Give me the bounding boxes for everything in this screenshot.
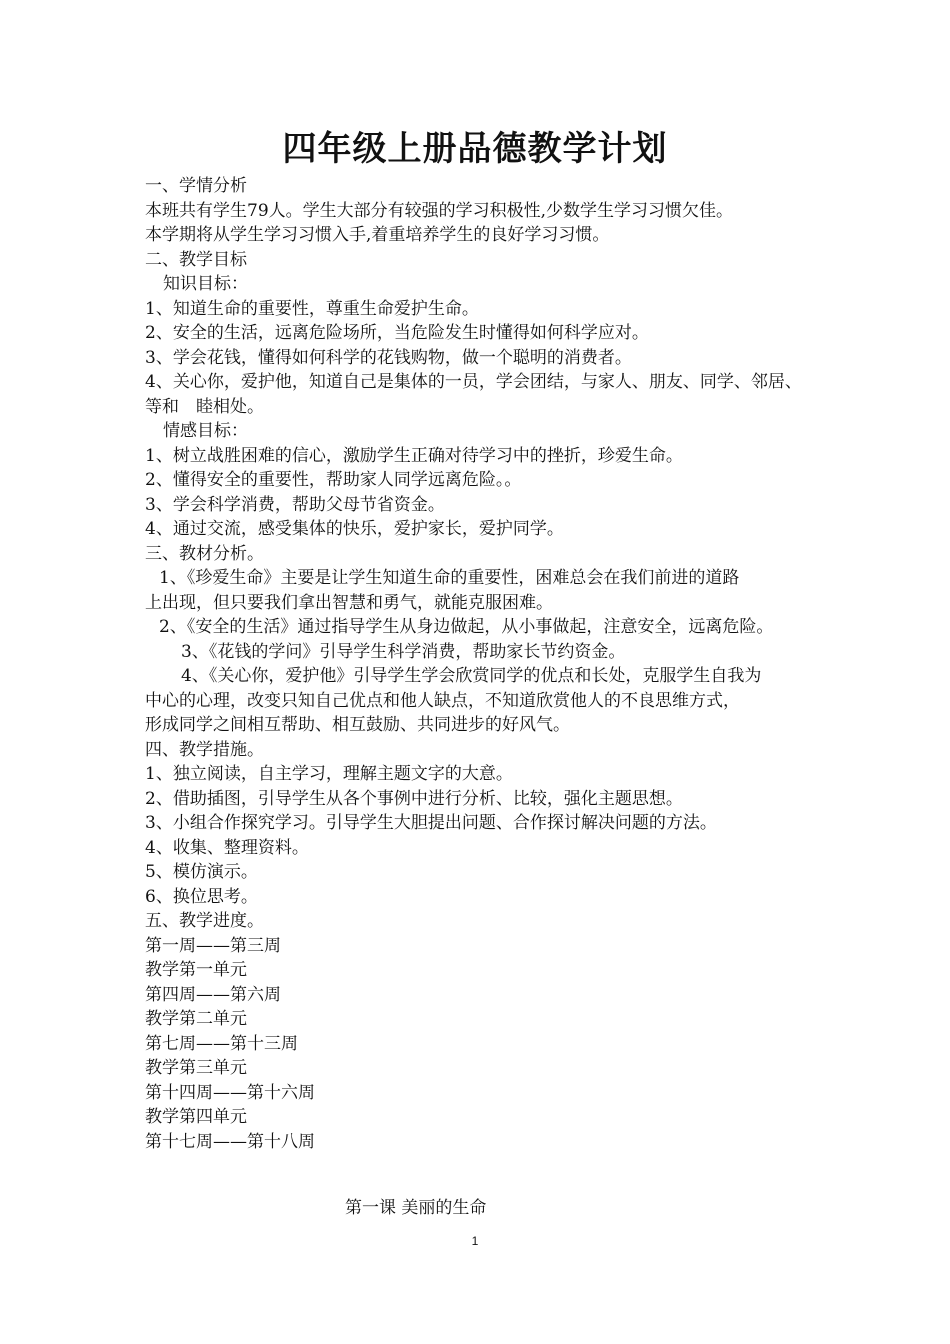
list-item: 2、借助插图，引导学生从各个事例中进行分析、比较，强化主题思想。 xyxy=(145,788,683,809)
section-heading: 四、教学措施。 xyxy=(145,739,264,760)
subsection-heading: 知识目标： xyxy=(163,274,248,294)
list-item: 4、关心你，爱护他，知道自己是集体的一员，学会团结，与家人、朋友、同学、邻居、 xyxy=(145,372,802,392)
list-item: 4、通过交流，感受集体的快乐，爱护家长，爱护同学。 xyxy=(145,519,564,539)
list-item: 5、模仿演示。 xyxy=(145,862,258,882)
list-item: 6、换位思考。 xyxy=(145,886,258,907)
list-item: 1、独立阅读，自主学习，理解主题文字的大意。 xyxy=(145,764,513,784)
schedule-line: 第十七周——第十八周 xyxy=(145,1131,315,1152)
schedule-line: 教学第四单元 xyxy=(145,1107,247,1127)
list-item: 2、《安全的生活》通过指导学生从身边做起，从小事做起，注意安全，远离危险。 xyxy=(159,617,774,637)
list-item-continuation: 等和 睦相处。 xyxy=(145,396,264,417)
paragraph-line: 本学期将从学生学习习惯入手,着重培养学生的良好学习习惯。 xyxy=(145,225,610,245)
list-item: 1、《珍爱生命》主要是让学生知道生命的重要性，困难总会在我们前进的道路 xyxy=(159,568,740,588)
subsection-heading: 情感目标： xyxy=(163,421,248,441)
list-item-continuation: 中心的心理，改变只知自己优点和他人缺点，不知道欣赏他人的不良思维方式， xyxy=(145,690,740,711)
schedule-line: 教学第一单元 xyxy=(145,960,247,980)
list-item-continuation: 形成同学之间相互帮助、相互鼓励、共同进步的好风气。 xyxy=(145,715,570,735)
list-item: 1、知道生命的重要性，尊重生命爱护生命。 xyxy=(145,298,479,319)
list-item: 1、树立战胜困难的信心，激励学生正确对待学习中的挫折，珍爱生命。 xyxy=(145,445,683,466)
list-item: 3、学会花钱，懂得如何科学的花钱购物，做一个聪明的消费者。 xyxy=(145,347,632,368)
schedule-line: 教学第三单元 xyxy=(145,1058,247,1078)
section-heading: 一、学情分析 xyxy=(145,176,247,196)
lesson-heading: 第一课 美丽的生命 xyxy=(345,1198,487,1218)
schedule-line: 第七周——第十三周 xyxy=(145,1033,298,1054)
section-heading: 五、教学进度。 xyxy=(145,911,264,931)
schedule-line: 第十四周——第十六周 xyxy=(145,1082,315,1103)
schedule-line: 第四周——第六周 xyxy=(145,984,281,1005)
schedule-line: 第一周——第三周 xyxy=(145,935,281,956)
list-item: 3、学会科学消费，帮助父母节省资金。 xyxy=(145,494,445,515)
document-title: 四年级上册品德教学计划 xyxy=(282,129,668,169)
list-item: 2、懂得安全的重要性，帮助家人同学远离危险。。 xyxy=(145,470,522,490)
list-item: 3、小组合作探究学习。引导学生大胆提出问题、合作探讨解决问题的方法。 xyxy=(145,813,717,833)
section-heading: 二、教学目标 xyxy=(145,249,247,270)
section-heading: 三、教材分析。 xyxy=(145,543,264,564)
list-item: 4、《关心你，爱护他》引导学生学会欣赏同学的优点和长处，克服学生自我为 xyxy=(181,666,762,686)
schedule-line: 教学第二单元 xyxy=(145,1009,247,1029)
list-item: 2、安全的生活，远离危险场所，当危险发生时懂得如何科学应对。 xyxy=(145,323,649,343)
list-item: 4、收集、整理资料。 xyxy=(145,837,309,858)
document-body xyxy=(145,174,825,1154)
paragraph-line: 本班共有学生79人。学生大部分有较强的学习积极性,少数学生学习习惯欠佳。 xyxy=(145,200,734,221)
list-item: 3、《花钱的学问》引导学生科学消费，帮助家长节约资金。 xyxy=(181,641,626,662)
page-number: 1 xyxy=(471,1234,479,1248)
list-item-continuation: 上出现，但只要我们拿出智慧和勇气，就能克服困难。 xyxy=(145,592,553,613)
